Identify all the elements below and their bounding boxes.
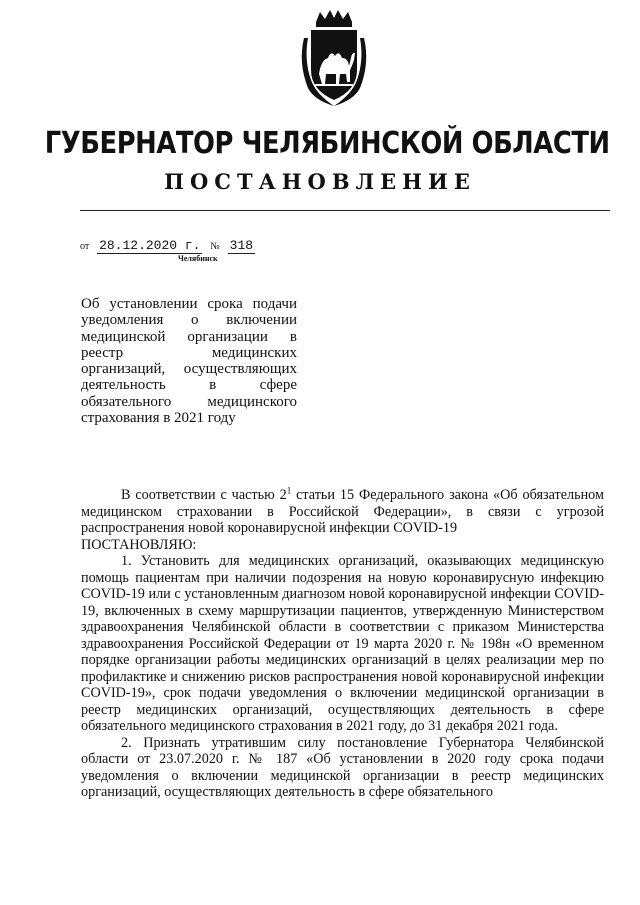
coat-of-arms-emblem — [294, 8, 374, 108]
intro-paragraph — [81, 487, 604, 537]
number-prefix: № — [210, 241, 220, 252]
document-body — [81, 487, 604, 801]
item-1-paragraph: 1. Установить для медицинских организаций, оказывающих медицинскую помощь пациентам при наличии подозрения на новую коронавирусную инфекцию COVID-19 или с установленным диагнозом новой коронавирусной инфекции COVID-19, включенных в схему маршрутизации пациентов, утвержденную Министерством здравоохранения Челябинской области в соответствии с приказом Министерства здравоохранения Российской Федерации от 19 марта 2020 г. № 198н «О временном порядке организации работы медицинских организаций в целях реализации мер по профилактике и снижению рисков распространения новой коронавирусной инфекции COVID-19», срок подачи уведомления о включении медицинской организации в реестр медицинских организаций, осуществляющих деятельность в сфере обязательного медицинского страхования в 2021 году, до 31 декабря 2021 года. — [81, 553, 604, 734]
header-divider — [80, 210, 610, 211]
date-prefix: от — [80, 241, 90, 252]
document-date: 28.12.2020 г. — [99, 238, 201, 253]
issue-city: Челябинск — [178, 254, 218, 263]
decree-word: ПОСТАНОВЛЯЮ: — [81, 536, 197, 553]
document-number: 318 — [229, 238, 254, 253]
document-type-title: ПОСТАНОВЛЕНИЕ — [164, 169, 476, 194]
intro-superscript: 1 — [286, 485, 292, 496]
document-subject: Об установлении срока подачи уведомления о включении медицинской организации в реестр медицинских организаций, осуществляющих деятельность в сфере обязательного медицинского страхования в 2021 году — [81, 296, 297, 427]
item-2-paragraph: 2. Признать утратившим силу постановление Губернатора Челябинской области от 23.07.2020 г. № 187 «Об установлении в 2020 году срока подачи уведомления о включении медицинской организации в реестр медицинских организаций, осуществляющих деятельность в сфере обязательного — [81, 734, 604, 800]
intro-text-before: В соответствии с частью 2 — [121, 487, 287, 503]
intro-text-after: статьи 15 Федерального закона «Об обязательном медицинском страховании в Российской Федерации», в связи с угрозой распространения новой коронавирусной инфекции COVID-19 — [81, 487, 604, 536]
issuing-authority-title: ГУБЕРНАТОР ЧЕЛЯБИНСКОЙ ОБЛАСТИ — [44, 126, 610, 161]
